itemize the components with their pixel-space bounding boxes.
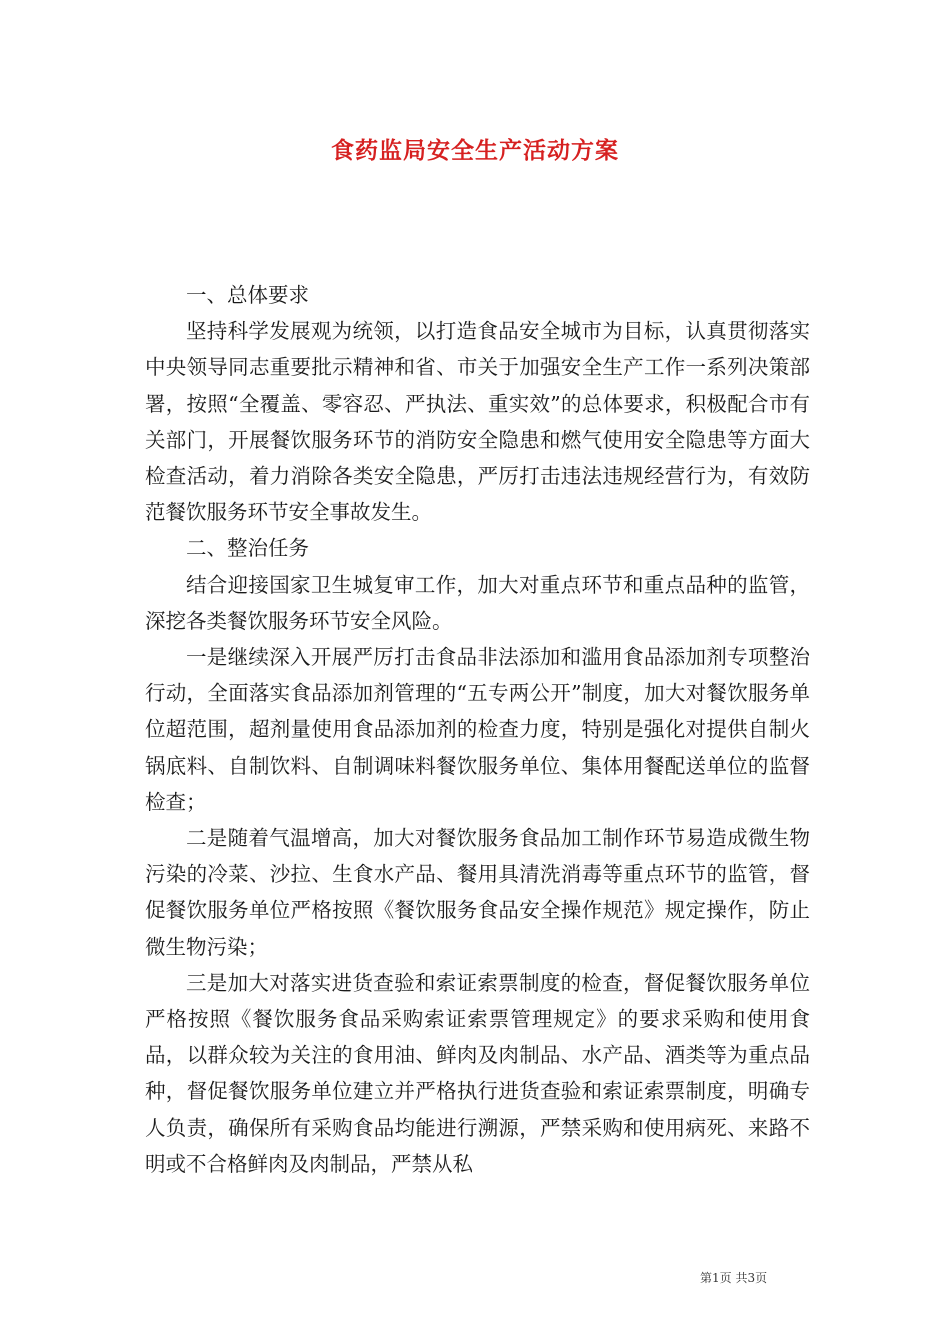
body-paragraph: 二是随着气温增高，加大对餐饮服务食品加工制作环节易造成微生物污染的冷菜、沙拉、生食水产品、餐用具清洗消毒等重点环节的监管，督促餐饮服务单位严格按照《餐饮服务食品安全操作规范》规定操作，防止微生物污染； xyxy=(145,826,810,959)
page-label-suffix: 页 xyxy=(755,1271,768,1285)
body-paragraph: 坚持科学发展观为统领，以打造食品安全城市为目标，认真贯彻落实中央领导同志重要批示精神和省、市关于加强安全生产工作一系列决策部署，按照“全覆盖、零容忍、严执法、重实效”的总体要求，积极配合市有关部门，开展餐饮服务环节的消防安全隐患和燃气使用安全隐患等方面大检查活动，着力消除各类安全隐患，严厉打击违法违规经营行为，有效防范餐饮服务环节安全事故发生。 xyxy=(145,319,810,525)
body-paragraph: 三是加大对落实进货查验和索证索票制度的检查，督促餐饮服务单位严格按照《餐饮服务食品采购索证索票管理规定》的要求采购和使用食品，以群众较为关注的食用油、鲜肉及肉制品、水产品、酒类等为重点品种，督促餐饮服务单位建立并严格执行进货查验和索证索票制度，明确专人负责，确保所有采购食品均能进行溯源，严禁采购和使用病死、来路不明或不合格鲜肉及肉制品，严禁从私 xyxy=(145,970,810,1176)
page-total: 3 xyxy=(747,1271,756,1285)
body-paragraph: 结合迎接国家卫生城复审工作，加大对重点环节和重点品种的监管，深挖各类餐饮服务环节安全风险。 xyxy=(145,572,810,633)
page-label-middle: 页 共 xyxy=(719,1271,748,1285)
document-body xyxy=(145,277,810,1182)
body-paragraph: 一是继续深入开展严厉打击食品非法添加和滥用食品添加剂专项整治行动，全面落实食品添加剂管理的“五专两公开”制度，加大对餐饮服务单位超范围，超剂量使用食品添加剂的检查力度，特别是强化对提供自制火锅底料、自制饮料、自制调味料餐饮服务单位、集体用餐配送单位的监督检查； xyxy=(145,645,810,814)
page-label-prefix: 第 xyxy=(700,1271,713,1285)
section-heading-rectification-tasks: 二、整治任务 xyxy=(186,536,309,561)
document-title: 食药监局安全生产活动方案 xyxy=(331,137,619,164)
section-heading-general-requirements: 一、总体要求 xyxy=(186,283,309,307)
page-current: 1 xyxy=(712,1271,720,1285)
page-number-footer xyxy=(700,1269,820,1286)
